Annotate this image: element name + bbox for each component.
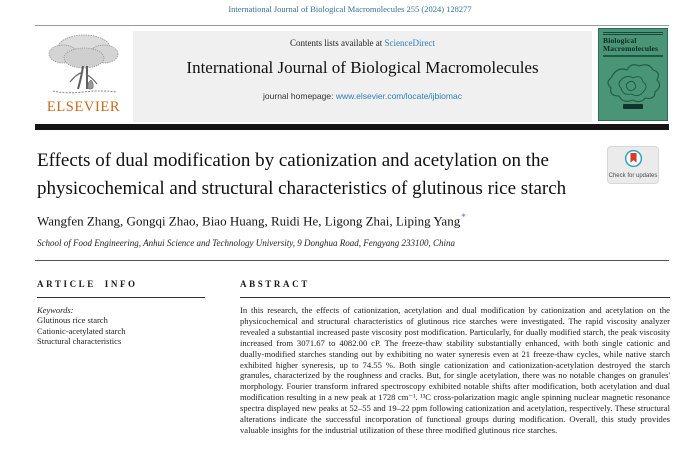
abstract-text: In this research, the effects of cationization, acetylation and dual modification by cationization and acetylation on the physicochemical and structural characteristics of glutinous rice starches were investigated. The rapid viscosity analyzer revealed a substantial increased paste viscosity post modification. Particularly, for dually modified starch, the peak viscosity increased from 3071.67 to 4082.00 cP. The freeze-thaw stability substantially enhanced, with both single cationic and dually-modified starches standing out by exhibiting no water syneresis even at 21 freeze-thaw cycles, while native starch exhibited higher syneresis, up to 74.55 %. Both single cationization and cationization-acetylation destroyed the starch granules, characterized by the roughness and cracks. But, for single acetylation, there was no notable changes on granules' morphology. Fourier transform infrared spectroscopy exhibited notable shifts after modification, both acetylation and dual modification resulting in a new peak at 1728 cm⁻¹. ¹³C cross-polarization magic angle spinning nuclear magnetic resonance spectra displayed new peaks at 52–55 and 19–22 ppm following cationization and acetylation, respectively. These structural alterations indicate the successful incorporation of functional groups during modification. Overall, this study provides valuable insights for the industrial utilization of these three modified glutinous rice starches. xyxy=(240,305,670,435)
author-list xyxy=(37,212,466,229)
homepage-url-link[interactable]: www.elsevier.com/locate/ijbiomac xyxy=(335,91,462,101)
journal-citation: International Journal of Biological Macromolecules 255 (2024) 128277 xyxy=(228,4,472,14)
cover-header-band xyxy=(603,32,663,35)
journal-masthead xyxy=(133,31,592,122)
journal-cover-thumbnail xyxy=(598,28,668,121)
elsevier-wordmark: ELSEVIER xyxy=(46,99,121,115)
contents-text: Contents lists available at xyxy=(290,38,383,48)
keyword-item: Structural characteristics xyxy=(37,336,122,346)
crossmark-icon xyxy=(624,149,643,168)
cover-molecule-art-icon xyxy=(603,58,663,104)
keywords-label: Keywords: xyxy=(37,305,74,315)
cover-title xyxy=(603,37,663,53)
sciencedirect-link[interactable]: ScienceDirect xyxy=(384,38,435,48)
abstract-rule xyxy=(240,297,670,298)
journal-title: International Journal of Biological Macromolecules xyxy=(186,58,539,77)
corresponding-author-asterisk[interactable]: * xyxy=(461,212,466,222)
check-for-updates-badge[interactable] xyxy=(607,146,659,184)
homepage-line xyxy=(133,91,592,101)
check-for-updates-label: Check for updates xyxy=(608,173,658,179)
author-names: Wangfen Zhang, Gongqi Zhao, Biao Huang, Ruidi He, Ligong Zhai, Liping Yang xyxy=(37,213,461,229)
masthead-divider xyxy=(35,124,669,130)
article-info-section xyxy=(37,279,205,347)
article-info-heading: ARTICLE INFO xyxy=(37,279,138,289)
abstract-heading: ABSTRACT xyxy=(240,279,310,289)
contents-line xyxy=(133,31,592,48)
article-info-rule xyxy=(37,297,205,298)
cover-title-line1: Biological xyxy=(603,36,637,45)
article-title xyxy=(37,147,637,202)
top-divider xyxy=(35,25,669,26)
abstract-section xyxy=(240,279,670,436)
elsevier-tree-icon xyxy=(41,32,127,98)
cover-editors-band xyxy=(603,55,663,57)
keyword-item: Glutinous rice starch xyxy=(37,315,108,325)
homepage-label: journal homepage: xyxy=(263,91,334,101)
affiliation: School of Food Engineering, Anhui Science and Technology University, 9 Donghua Road, Fengyang 233100, China xyxy=(37,238,455,248)
elsevier-logo xyxy=(37,32,130,123)
section-divider xyxy=(35,260,669,261)
cover-publisher-mark xyxy=(623,104,643,109)
article-title-line2: physicochemical and structural characteristics of glutinous rice starch xyxy=(37,177,567,199)
cover-title-line2: Macromolecules xyxy=(603,44,659,53)
keyword-item: Cationic-acetylated starch xyxy=(37,325,126,336)
article-title-line1: Effects of dual modification by cationization and acetylation on the xyxy=(37,150,549,171)
